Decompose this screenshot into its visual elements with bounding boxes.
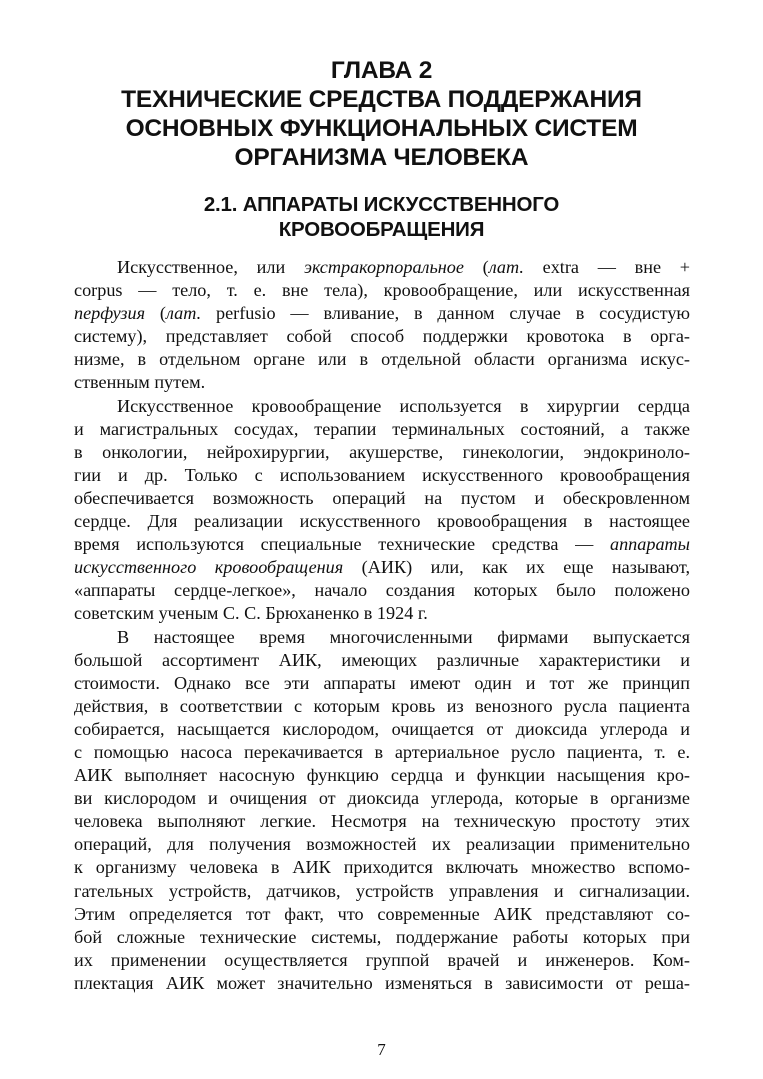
text-run: обеспечивается возможность операций на пустом и обескровленном: [74, 487, 690, 508]
section-heading: [60, 192, 703, 242]
text-run: АИК выполняет насосную функцию сердца и функции насыщения кро-: [74, 765, 690, 786]
text-run: perfusio — вливание, в данном случае в сосудистую: [201, 303, 690, 324]
text-line: [74, 926, 690, 949]
chapter-heading: [60, 56, 703, 172]
text-line: [74, 441, 690, 464]
text-line: [74, 787, 690, 810]
text-line: [74, 464, 690, 487]
paragraph: [74, 256, 690, 395]
chapter-title-line: ОРГАНИЗМА ЧЕЛОВЕКА: [234, 144, 529, 171]
text-line: [74, 949, 690, 972]
text-run: Искусственное кровообращение используется в хирургии сердца: [117, 395, 690, 416]
text-run: гии и др. Только с использованием искусственного кровообращения: [74, 464, 690, 485]
text-line: [74, 972, 690, 995]
text-line: [74, 418, 690, 441]
italic-term: искусственного кровообращения: [74, 557, 344, 578]
text-run: человека выполняют легкие. Несмотря на техническую простоту этих: [74, 811, 690, 832]
text-run: к организму человека в АИК приходится включать множество вспомо-: [74, 857, 690, 878]
text-line: [74, 302, 690, 325]
text-run: В настоящее время многочисленными фирмами выпускается: [117, 626, 690, 647]
text-line: [74, 556, 690, 579]
italic-term: перфузия: [74, 303, 146, 324]
text-line: [74, 764, 690, 787]
text-run: сердце. Для реализации искусственного кровообращения в настоящее: [74, 511, 690, 532]
text-line: [74, 810, 690, 833]
text-line: [74, 395, 690, 418]
chapter-title-line: ОСНОВНЫХ ФУНКЦИОНАЛЬНЫХ СИСТЕМ: [125, 115, 638, 142]
text-line: [74, 371, 690, 394]
text-line: [74, 856, 690, 879]
text-run: (: [145, 303, 166, 324]
text-line: [74, 510, 690, 533]
italic-term: экстракорпоральное: [303, 257, 464, 277]
text-run: и магистральных сосудах, терапии терминальных состояний, а также: [74, 418, 690, 439]
chapter-title-line: ТЕХНИЧЕСКИЕ СРЕДСТВА ПОДДЕРЖАНИЯ: [121, 86, 642, 113]
text-line: [74, 256, 690, 279]
text-line: [74, 649, 690, 672]
text-run: операций, для получения возможностей их реализации применительно: [74, 834, 690, 855]
text-line: [74, 718, 690, 741]
text-line: [74, 279, 690, 302]
text-run: действия, в соответствии с которым кровь из венозного русла пациента: [74, 695, 690, 716]
text-line: [74, 741, 690, 764]
text-run: собирается, насыщается кислородом, очищается от диоксида углерода и: [74, 718, 690, 739]
italic-term: аппараты: [609, 534, 690, 555]
text-run: corpus — тело, т. е. вне тела), кровообращение, или искусственная: [74, 280, 690, 301]
text-line: [74, 626, 690, 649]
text-run: стоимости. Однако все эти аппараты имеют один и тот же принцип: [74, 672, 690, 693]
text-run: Искусственное, или: [117, 257, 304, 277]
text-run: плектация АИК может значительно изменяться в зависимости от реша-: [74, 972, 690, 993]
text-line: [74, 325, 690, 348]
text-run: бой сложные технические системы, поддержание работы которых при: [74, 926, 690, 947]
chapter-label: ГЛАВА 2: [330, 57, 433, 84]
text-line: [74, 880, 690, 903]
text-run: систему), представляет собой способ поддержки кровотока в орга-: [74, 326, 690, 347]
section-title-line: 2.1. АППАРАТЫ ИСКУССТВЕННОГО: [203, 193, 560, 216]
text-line: [74, 602, 690, 625]
text-line: [74, 487, 690, 510]
text-run: в онкологии, нейрохирургии, акушерстве, гинекологии, эндокриноло-: [74, 441, 690, 462]
text-run: их применении осуществляется группой врачей и инженеров. Ком-: [74, 949, 690, 970]
paragraph: [74, 626, 690, 996]
text-line: [74, 348, 690, 371]
text-run: ственным путем.: [74, 372, 206, 393]
text-run: ви кислородом и очищения от диоксида углерода, которые в организме: [74, 788, 690, 809]
text-run: (АИК) или, как их еще называют,: [343, 557, 690, 578]
text-line: [74, 903, 690, 926]
text-line: [74, 695, 690, 718]
text-run: советским ученым С. С. Брюханенко в 1924 г.: [74, 603, 428, 624]
text-line: [74, 672, 690, 695]
page-number: 7: [377, 1040, 386, 1059]
paragraph: [74, 395, 690, 626]
body-text: [74, 256, 690, 995]
text-run: с помощью насоса перекачивается в артериальное русло пациента, т. е.: [74, 741, 690, 762]
italic-term: лат.: [165, 303, 202, 324]
text-line: [74, 533, 690, 556]
text-run: (: [463, 257, 489, 277]
text-run: гательных устройств, датчиков, устройств управления и сигнализации.: [74, 880, 690, 901]
text-line: [74, 833, 690, 856]
text-run: большой ассортимент АИК, имеющих различные характеристики и: [74, 649, 690, 670]
section-title-line: КРОВООБРАЩЕНИЯ: [278, 218, 485, 241]
italic-term: лат.: [488, 257, 524, 277]
text-run: время используются специальные технические средства —: [74, 534, 610, 555]
text-run: extra — вне +: [523, 257, 691, 277]
text-run: Этим определяется тот факт, что современные АИК представляют со-: [74, 903, 690, 924]
text-run: «аппараты сердце-легкое», начало создания которых было положено: [74, 580, 690, 601]
text-run: низме, в отдельном органе или в отдельной области организма искус-: [74, 349, 690, 370]
text-line: [74, 579, 690, 602]
